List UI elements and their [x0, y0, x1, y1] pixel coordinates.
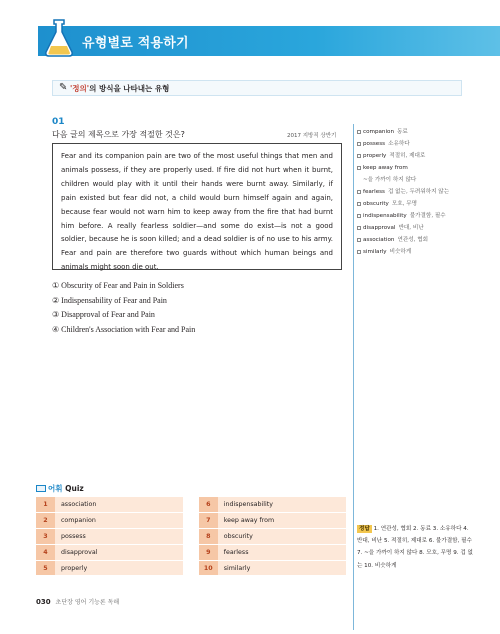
subheading-text	[70, 83, 169, 94]
quiz-title	[36, 483, 84, 494]
vocab-word: keep away from	[363, 165, 408, 171]
checkbox-icon	[357, 190, 361, 194]
vocab-meaning: 연관성, 협회	[397, 237, 429, 243]
vocab-item	[357, 210, 475, 222]
option-2[interactable]: ② Indispensability of Fear and Pain	[52, 295, 167, 305]
vocab-word: disapproval	[363, 225, 396, 231]
vocab-item	[357, 246, 475, 258]
vocab-meaning: 불가결함, 필수	[409, 213, 446, 219]
vocab-meaning: 모호, 무명	[391, 201, 418, 207]
quiz-number: 7	[199, 513, 218, 529]
quiz-answer-blank[interactable]	[183, 544, 199, 560]
page-number: 030	[36, 598, 51, 606]
quiz-word: association	[55, 497, 183, 513]
quiz-number: 9	[199, 544, 218, 560]
vocab-meaning: 동료	[397, 129, 408, 135]
question-source: 2017 지방직 상반기	[287, 133, 337, 139]
quiz-title-word: 어휘	[48, 484, 63, 493]
table-row	[36, 497, 346, 513]
question-prompt: 다음 글의 제목으로 가장 적절한 것은?	[52, 130, 185, 139]
checkbox-icon	[357, 130, 361, 134]
table-row	[36, 560, 346, 576]
quiz-number: 5	[36, 560, 55, 576]
checkbox-icon	[357, 226, 361, 230]
table-row	[36, 513, 346, 529]
book-title: 초단장 영어 기능론 독해	[55, 599, 120, 606]
vocab-item	[357, 126, 475, 138]
vocab-list	[357, 126, 475, 258]
quiz-answer-blank[interactable]	[183, 513, 199, 529]
answer-key	[357, 523, 475, 572]
vocab-meaning: 적절히, 제대로	[389, 153, 426, 159]
quiz-word: indispensability	[218, 497, 346, 513]
quiz-answer-blank[interactable]	[183, 529, 199, 545]
quiz-title-label: Quiz	[65, 484, 84, 493]
quiz-number: 2	[36, 513, 55, 529]
quiz-word: possess	[55, 529, 183, 545]
flask-icon	[42, 18, 76, 58]
quiz-word: fearless	[218, 544, 346, 560]
table-row	[36, 529, 346, 545]
quiz-word: properly	[55, 560, 183, 576]
vocab-meaning: ~을 가까이 하지 않다	[363, 177, 417, 183]
book-icon	[36, 485, 46, 492]
answer-options	[52, 279, 195, 337]
vocab-item	[357, 150, 475, 162]
subheading-quote: '정의'	[70, 84, 90, 93]
vocab-meaning: 소유하다	[388, 141, 410, 147]
checkbox-icon	[357, 214, 361, 218]
vocab-item	[357, 186, 475, 198]
option-4[interactable]: ④ Children's Association with Fear and Pain	[52, 324, 196, 334]
vocab-word: association	[363, 237, 395, 243]
checkbox-icon	[357, 154, 361, 158]
question-number: 01	[52, 117, 65, 127]
sidebar-divider	[353, 124, 354, 630]
quiz-word: obscurity	[218, 529, 346, 545]
passage-text: Fear and its companion pain are two of the most useful things that men and animals possess, if they are properly used. If fire did not hurt when it burnt, children would play with it until their hands were burnt away. Similarly, if pain existed but fear did not, a child would burn himself again and again, because fear would not warn him to keep away from the fire that had burnt him before. A really fearless soldier—and some do exist—is not a good soldier, because he is soon killed; and a dead soldier is of no use to his army. Fear and pain are therefore two guards without which human beings and animals might soon die out.	[61, 152, 333, 272]
passage-box	[52, 143, 342, 270]
quiz-table	[36, 497, 346, 576]
vocab-word: obscurity	[363, 201, 389, 207]
vocab-word: properly	[363, 153, 387, 159]
subheading-rest: 의 방식을 나타내는 유형	[89, 84, 170, 93]
vocab-meaning: 겁 없는, 두려워하지 않는	[387, 189, 450, 195]
answer-text: 1. 연관성, 협회 2. 동료 3. 소유하다 4. 반대, 비난 5. 적절히, 제대로 6. 불가결함, 필수 7. ~을 가까이 하지 않다 8. 모호, 무명 9. 겁 없는 10. 비슷하게	[357, 526, 473, 569]
quiz-number: 10	[199, 560, 218, 576]
option-1[interactable]: ① Obscurity of Fear and Pain in Soldiers	[52, 281, 184, 290]
vocab-item	[357, 138, 475, 150]
vocab-item	[357, 234, 475, 246]
quiz-word: keep away from	[218, 513, 346, 529]
answer-label: 정답	[359, 526, 370, 532]
checkbox-icon	[357, 142, 361, 146]
vocab-word: fearless	[363, 189, 385, 195]
option-3[interactable]: ③ Disapproval of Fear and Pain	[52, 310, 155, 319]
vocab-word: companion	[363, 129, 394, 135]
quiz-number: 1	[36, 497, 55, 513]
checkbox-icon	[357, 250, 361, 254]
vocab-meaning: 비슷하게	[389, 249, 412, 255]
page-footer	[36, 597, 119, 606]
vocab-word: indispensability	[363, 213, 407, 219]
quiz-number: 8	[199, 529, 218, 545]
vocab-meaning: 반대, 비난	[398, 225, 424, 231]
page-title: 유형별로 적용하기	[82, 36, 189, 51]
quiz-word: disapproval	[55, 544, 183, 560]
quiz-word: companion	[55, 513, 183, 529]
table-row	[36, 544, 346, 560]
quiz-word: similarly	[218, 560, 346, 576]
type-subheading	[52, 80, 462, 96]
pencil-icon: ✎	[59, 82, 68, 93]
vocab-word: possess	[363, 141, 386, 147]
header-banner	[0, 26, 500, 56]
vocab-item	[357, 222, 475, 234]
quiz-number: 6	[199, 497, 218, 513]
vocab-item	[357, 162, 475, 186]
quiz-number: 4	[36, 544, 55, 560]
quiz-answer-blank[interactable]	[183, 560, 199, 576]
checkbox-icon	[357, 238, 361, 242]
checkbox-icon	[357, 166, 361, 170]
checkbox-icon	[357, 202, 361, 206]
quiz-answer-blank[interactable]	[183, 497, 199, 513]
quiz-number: 3	[36, 529, 55, 545]
vocab-word: similarly	[363, 249, 387, 255]
vocab-item	[357, 198, 475, 210]
